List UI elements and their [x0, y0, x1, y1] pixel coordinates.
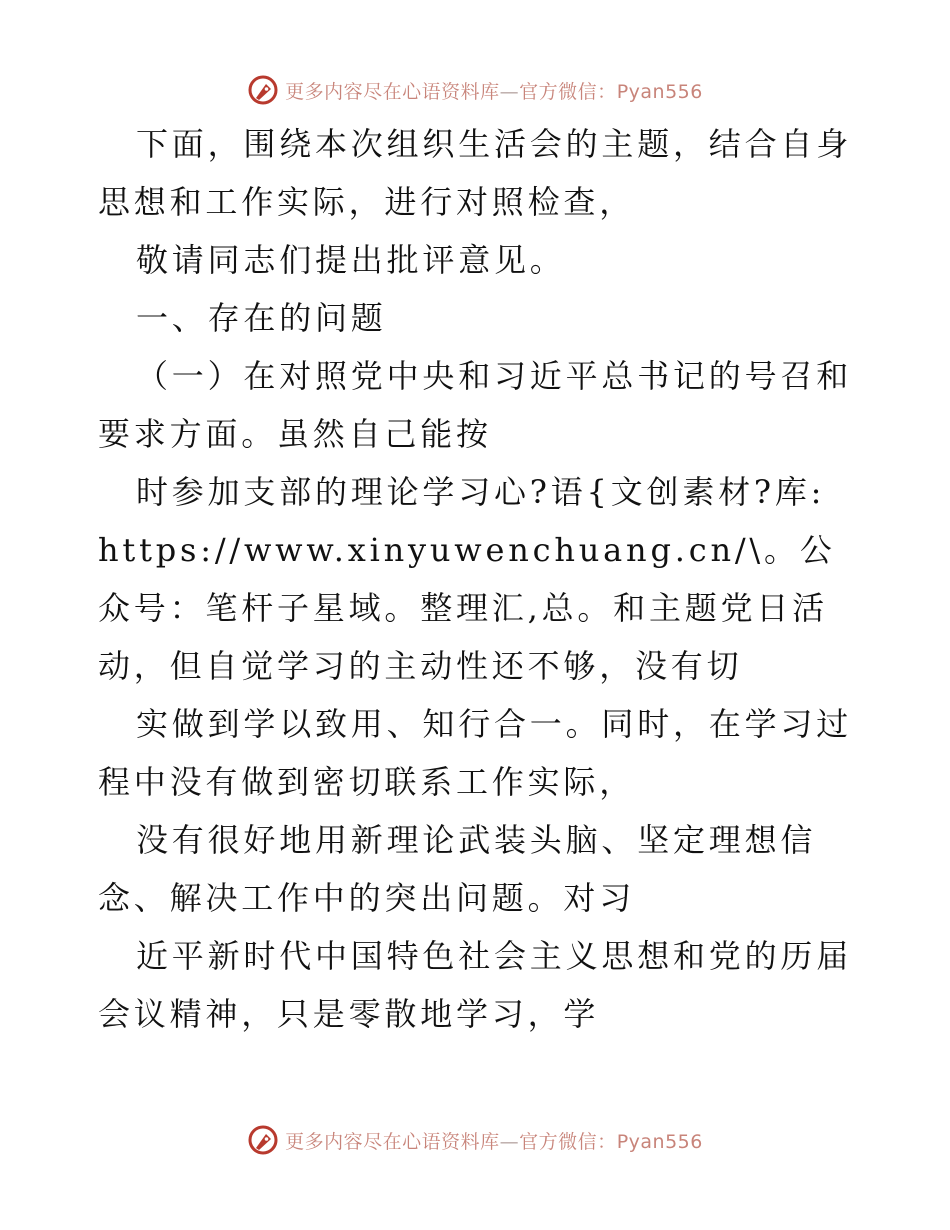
- document-body: [98, 115, 858, 1043]
- header-watermark: [0, 70, 950, 110]
- paragraph-request: 敬请同志们提出批评意见。: [136, 241, 566, 279]
- paragraph-url: https://www.xinyuwenchuang.cn/\。公众号：笔杆子星域。整理汇,总。和主题党日活动，但自觉学习的主动性还不够，没有切: [98, 531, 836, 685]
- watermark-wechat-label: 官方微信：: [519, 80, 617, 103]
- watermark-text: [285, 77, 703, 104]
- pen-nib-circle-icon: [247, 74, 279, 106]
- watermark-brand: 更多内容尽在心语资料库: [285, 80, 500, 103]
- paragraph-intro: 下面，围绕本次组织生活会的主题，结合自身思想和工作实际，进行对照检查，: [98, 125, 853, 221]
- paragraph-study: 时参加支部的理论学习心?语{文创素材?库:: [136, 473, 826, 511]
- watermark-wechat-label: 官方微信：: [519, 1130, 617, 1153]
- footer-watermark: [0, 1120, 950, 1160]
- watermark-wechat-id: Pyan556: [616, 80, 703, 103]
- watermark-separator: —: [499, 80, 520, 103]
- watermark-brand: 更多内容尽在心语资料库: [285, 1130, 500, 1153]
- pen-nib-circle-icon: [247, 1124, 279, 1156]
- watermark-wechat-id: Pyan556: [616, 1130, 703, 1153]
- watermark-text: [285, 1127, 703, 1154]
- paragraph-theory: 没有很好地用新理论武装头脑、坚定理想信念、解决工作中的突出问题。对习: [98, 821, 817, 917]
- subsection-heading: （一）在对照党中央和习近平总书记的号召和要求方面。虽然自己能按: [98, 357, 853, 453]
- section-heading: 一、存在的问题: [136, 299, 387, 337]
- watermark-separator: —: [499, 1130, 520, 1153]
- paragraph-practice: 实做到学以致用、知行合一。同时，在学习过程中没有做到密切联系工作实际，: [98, 705, 853, 801]
- paragraph-thought: 近平新时代中国特色社会主义思想和党的历届会议精神，只是零散地学习，学: [98, 937, 853, 1033]
